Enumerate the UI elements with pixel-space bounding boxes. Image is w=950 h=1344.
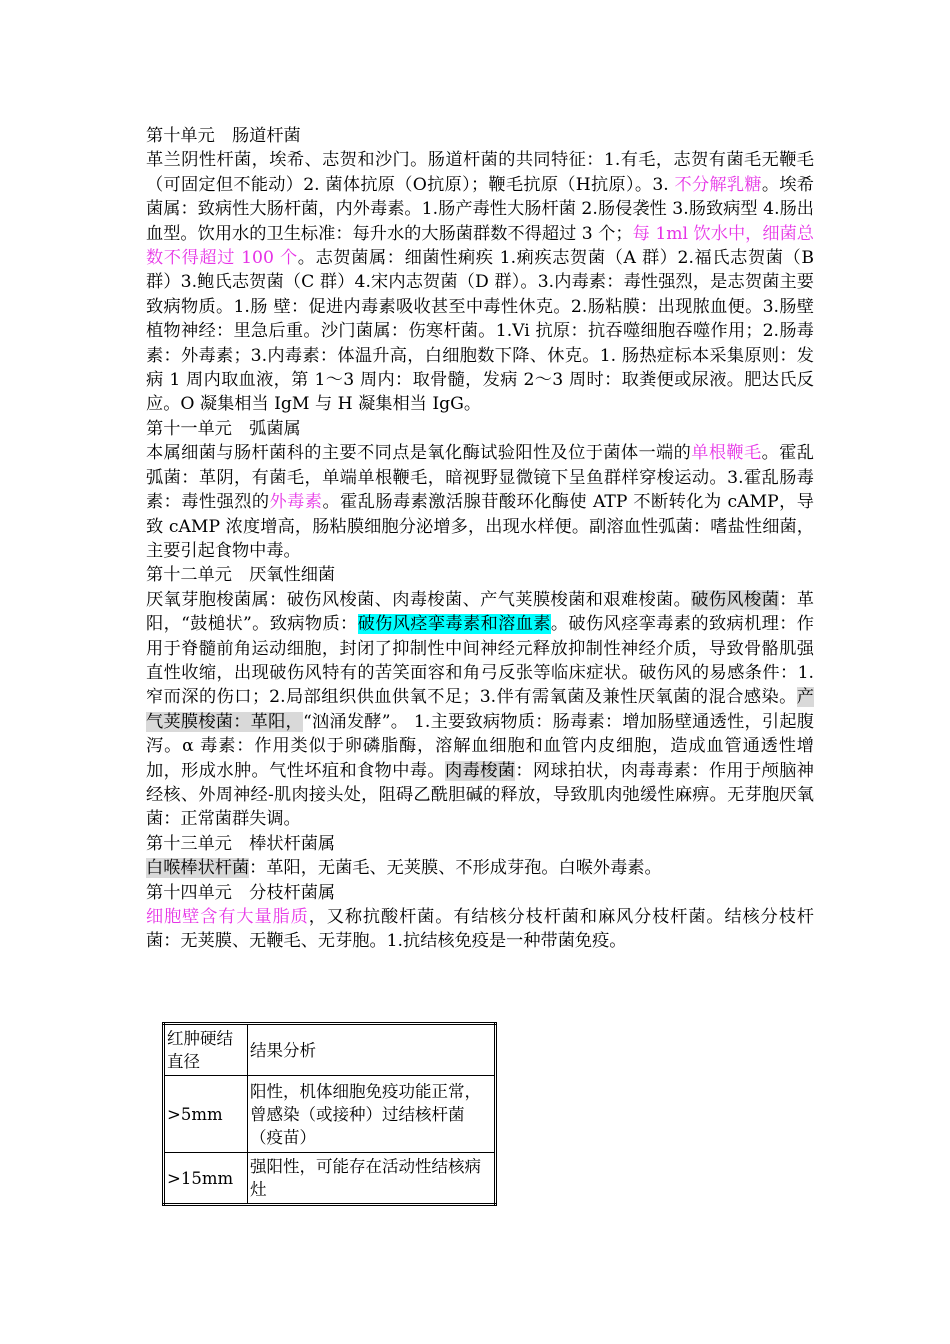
section-paragraph <box>146 905 814 954</box>
text-run: 。霍乱弧菌：革阴，有菌毛，单端单根鞭毛，暗视野显微镜下呈鱼群样穿梭运动。3.霍乱肠毒素：毒性强烈的 <box>146 443 814 513</box>
highlighted-text-cyan: 破伤风痉挛毒素和溶血素 <box>357 614 551 635</box>
highlighted-text-pink: 细胞壁含有大量脂质 <box>146 907 309 927</box>
highlighted-text-pink: 外毒素 <box>269 492 323 513</box>
highlighted-text-gray: 产气荚膜梭菌：革阳， <box>146 687 814 732</box>
text-run: 革兰阴性杆菌，埃希、志贺和沙门。肠道杆菌的共同特征：1.有毛，志贺有菌毛无鞭毛（可固定但不能动）2. 菌体抗原（O抗原）；鞭毛抗原（H抗原）。3. <box>146 150 814 195</box>
text-run: ，又称抗酸杆菌。有结核分枝杆菌和麻风分枝杆菌。结核分枝杆菌：无荚膜、无鞭毛、无芽胞。1.抗结核免疫是一种带菌免疫。 <box>146 907 814 952</box>
section-heading: 第十三单元 棒状杆菌属 <box>146 833 336 854</box>
highlighted-text-gray: 肉毒梭菌 <box>445 760 516 781</box>
highlighted-text-pink: 单根鞭毛 <box>691 443 762 464</box>
text-run: 。霍乱肠毒素激活腺苷酸环化酶使 ATP 不断转化为 cAMP，导致 cAMP 浓度增高，肠粘膜细胞分泌增多，出现水样便。副溶血性弧菌：嗜盐性细菌，主要引起食物中毒。 <box>146 492 814 561</box>
text-run: 厌氧芽胞梭菌属：破伤风梭菌、肉毒梭菌、产气荚膜梭菌和艰难梭菌。 <box>146 589 692 610</box>
highlighted-text-gray: 白喉棒状杆菌 <box>146 858 250 879</box>
text-run: ：革阳，“鼓槌状”。致病物质： <box>146 589 814 635</box>
text-run: 本属细菌与肠杆菌科的主要不同点是氧化酶试验阳性及位于菌体一端的 <box>146 443 692 464</box>
section-heading: 第十单元 肠道杆菌 <box>146 126 301 146</box>
text-run: 。埃希菌属：致病性大肠杆菌，内外毒素。1.肠产毒性大肠杆菌 2.肠侵袭性 3.肠致病型 4.肠出血型。饮用水的卫生标准：每升水的大肠菌群数不得超过 3 个； <box>146 174 814 244</box>
highlighted-text-gray: 破伤风梭菌 <box>691 589 780 610</box>
text-run: ：革阳，无菌毛、无荚膜、不形成芽孢。白喉外毒素。 <box>249 858 662 879</box>
table-header-row <box>164 1024 496 1076</box>
section-heading: 第十二单元 厌氧性细菌 <box>146 565 336 586</box>
table-row <box>164 1153 496 1205</box>
section-paragraph <box>146 441 814 563</box>
table-cell: 强阳性，可能存在活动性结核病灶 <box>248 1153 496 1205</box>
text-run: 。志贺菌属：细菌性痢疾 1.痢疾志贺菌（A 群）2.福氏志贺菌（B 群）3.鲍氏志贺菌（C 群）4.宋内志贺菌（D 群）。3.内毒素：毒性强烈，是志贺菌主要致病物质。1.肠 壁：促进内毒素吸收甚至中毒性休克。2.肠粘膜：出现脓血便。3.肠壁植物神经：里急后重。沙门菌属：伤寒杆菌。1.Vi 抗原：抗吞噬细胞吞噬作用；2.肠毒素：外毒素；3.内毒素：体温升高，白细胞数下降、休克。1. 肠热症标本采集原则：发病 1 周内取血液，第 1～3 周内：取骨髓，发病 2～3 周时：取粪便或尿液。肥达氏反应。O 凝集相当 IgM 与 H 凝集相当 IgG。 <box>146 248 814 415</box>
text-run: “汹涌发酵”。 1.主要致病物质：肠毒素：增加肠壁通透性，引起腹泻。α 毒素：作用类似于卵磷脂酶，溶解血细胞和血管内皮细胞，造成血管通透性增加，形成水肿。气性坏疽和食物中毒。 <box>146 711 814 781</box>
table-header-cell: 红肿硬结直径 <box>164 1024 248 1076</box>
table-cell: >15mm <box>164 1153 248 1205</box>
section-heading: 第十四单元 分枝杆菌属 <box>146 882 336 903</box>
table-header-cell: 结果分析 <box>248 1024 496 1076</box>
section-paragraph <box>146 148 814 416</box>
text-run: 。破伤风痉挛毒素的致病机理：作用于脊髓前角运动细胞，封闭了抑制性中间神经元释放抑制性神经介质，导致骨骼肌强直性收缩，出现破伤风特有的苦笑面容和角弓反张等临床症状。破伤风的易感条件：1.窄而深的伤口；2.局部组织供血供氧不足；3.伴有需氧菌及兼性厌氧菌的混合感染。 <box>146 614 814 708</box>
table-cell: 阳性，机体细胞免疫功能正常，曾感染（或接种）过结核杆菌（疫苗） <box>248 1076 496 1153</box>
document-body <box>146 124 814 954</box>
text-run: ：网球拍状，肉毒毒素：作用于颅脑神经核、外周神经-肌肉接头处，阻碍乙酰胆碱的释放，导致肌肉弛缓性麻痹。无芽胞厌氧菌：正常菌群失调。 <box>146 760 814 830</box>
section-heading: 第十一单元 弧菌属 <box>146 418 301 439</box>
tuberculin-result-table <box>162 1022 497 1206</box>
section-paragraph <box>146 588 814 832</box>
highlighted-text-pink: 不分解乳糖 <box>674 174 762 195</box>
table-row <box>164 1076 496 1153</box>
table-cell: >5mm <box>164 1076 248 1153</box>
section-paragraph <box>146 856 814 880</box>
highlighted-text-pink: 每 1ml 饮水中，细菌总数不得超过 100 个 <box>146 223 814 269</box>
